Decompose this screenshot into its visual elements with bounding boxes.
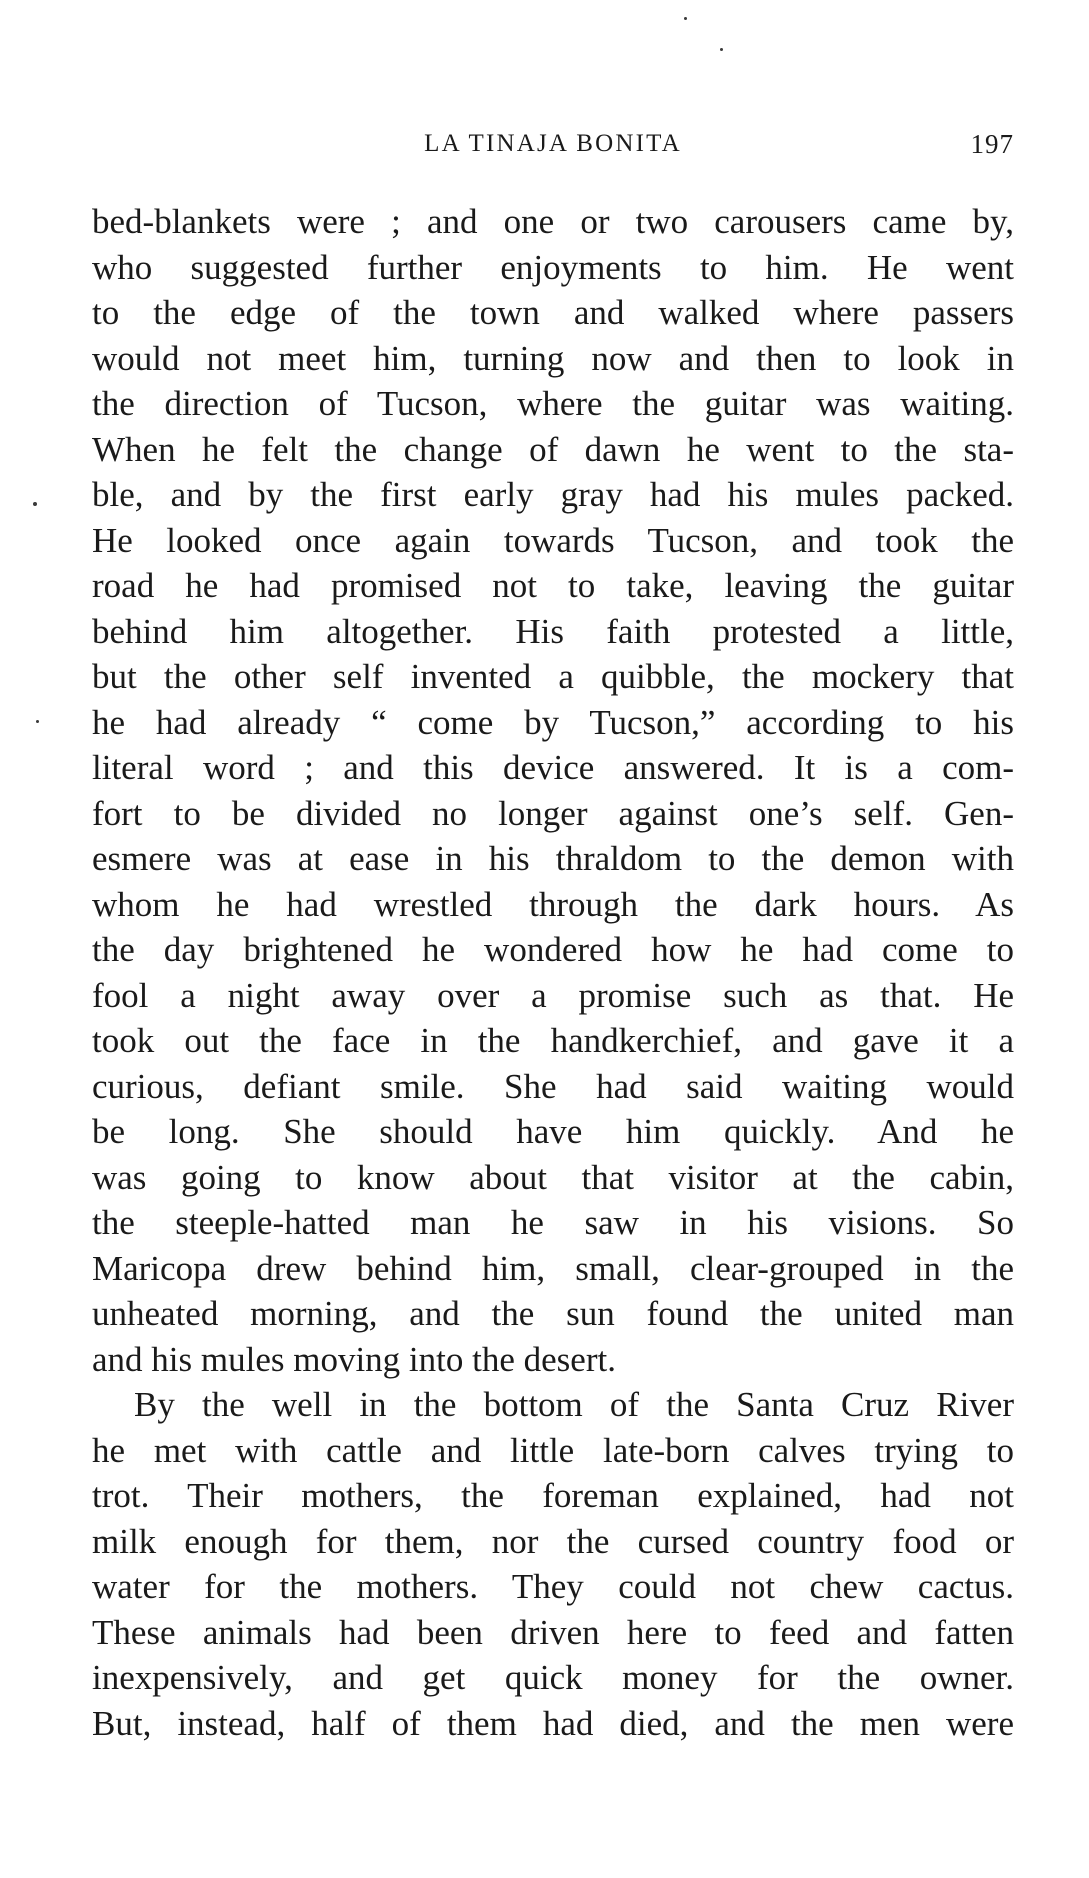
text-line: These animals had been driven here to feed and fatten — [92, 1612, 1014, 1652]
text-line: to the edge of the town and walked where passers — [92, 293, 1014, 332]
text-line: By the well in the bottom of the Santa Cruz River — [134, 1385, 1014, 1424]
text-line: the steeple-hatted man he saw in his visions. So — [92, 1203, 1014, 1242]
text-line: behind him altogether. His faith protested a little, — [92, 611, 1014, 651]
text-line: unheated morning, and the sun found the united man — [92, 1294, 1014, 1333]
print-speck — [720, 48, 723, 51]
print-speck — [36, 720, 39, 723]
text-line: took out the face in the handkerchief, and gave it a — [92, 1021, 1014, 1060]
text-line: esmere was at ease in his thraldom to the demon with — [92, 839, 1014, 878]
text-line: would not meet him, turning now and then to look in — [92, 338, 1014, 378]
text-line: literal word ; and this device answered. It is a com- — [92, 748, 1014, 787]
text-line: bed-blankets were ; and one or two carousers came by, — [92, 202, 1014, 241]
text-line: and his mules moving into the desert. — [92, 1339, 616, 1379]
text-line: inexpensively, and get quick money for the owner. — [92, 1658, 1014, 1697]
text-line: When he felt the change of dawn he went to the sta- — [92, 429, 1014, 469]
running-head — [92, 126, 1014, 162]
text-line: road he had promised not to take, leaving the guitar — [92, 566, 1014, 605]
text-line: whom he had wrestled through the dark hours. As — [92, 884, 1014, 924]
text-line: But, instead, half of them had died, and the men were — [92, 1703, 1014, 1743]
running-title: LA TINAJA BONITA — [424, 130, 682, 157]
text-line: who suggested further enjoyments to him. He went — [92, 247, 1014, 287]
text-line: the day brightened he wondered how he had come to — [92, 930, 1014, 969]
text-line: was going to know about that visitor at the cabin, — [92, 1157, 1014, 1197]
text-line: fool a night away over a promise such as that. He — [92, 975, 1014, 1015]
body-text — [92, 199, 1014, 1746]
paragraph — [92, 1382, 1014, 1746]
text-line: He looked once again towards Tucson, and took the — [92, 520, 1014, 560]
paragraph — [92, 199, 1014, 1382]
print-speck — [684, 17, 687, 20]
print-speck — [33, 502, 37, 506]
text-line: milk enough for them, nor the cursed country food or — [92, 1521, 1014, 1561]
text-line: Maricopa drew behind him, small, clear-grouped in the — [92, 1248, 1014, 1288]
text-line: water for the mothers. They could not chew cactus. — [92, 1567, 1014, 1606]
text-line: ble, and by the first early gray had his mules packed. — [92, 475, 1014, 514]
text-line: fort to be divided no longer against one’s self. Gen- — [92, 793, 1014, 833]
text-line: he had already “ come by Tucson,” according to his — [92, 702, 1014, 742]
text-line: but the other self invented a quibble, the mockery that — [92, 657, 1014, 696]
page-number: 197 — [970, 129, 1014, 159]
text-line: he met with cattle and little late-born calves trying to — [92, 1430, 1014, 1470]
text-line: trot. Their mothers, the foreman explained, had not — [92, 1476, 1014, 1515]
text-line: the direction of Tucson, where the guitar was waiting. — [92, 384, 1014, 423]
text-line: curious, defiant smile. She had said waiting would — [92, 1066, 1014, 1106]
text-line: be long. She should have him quickly. And he — [92, 1112, 1014, 1151]
